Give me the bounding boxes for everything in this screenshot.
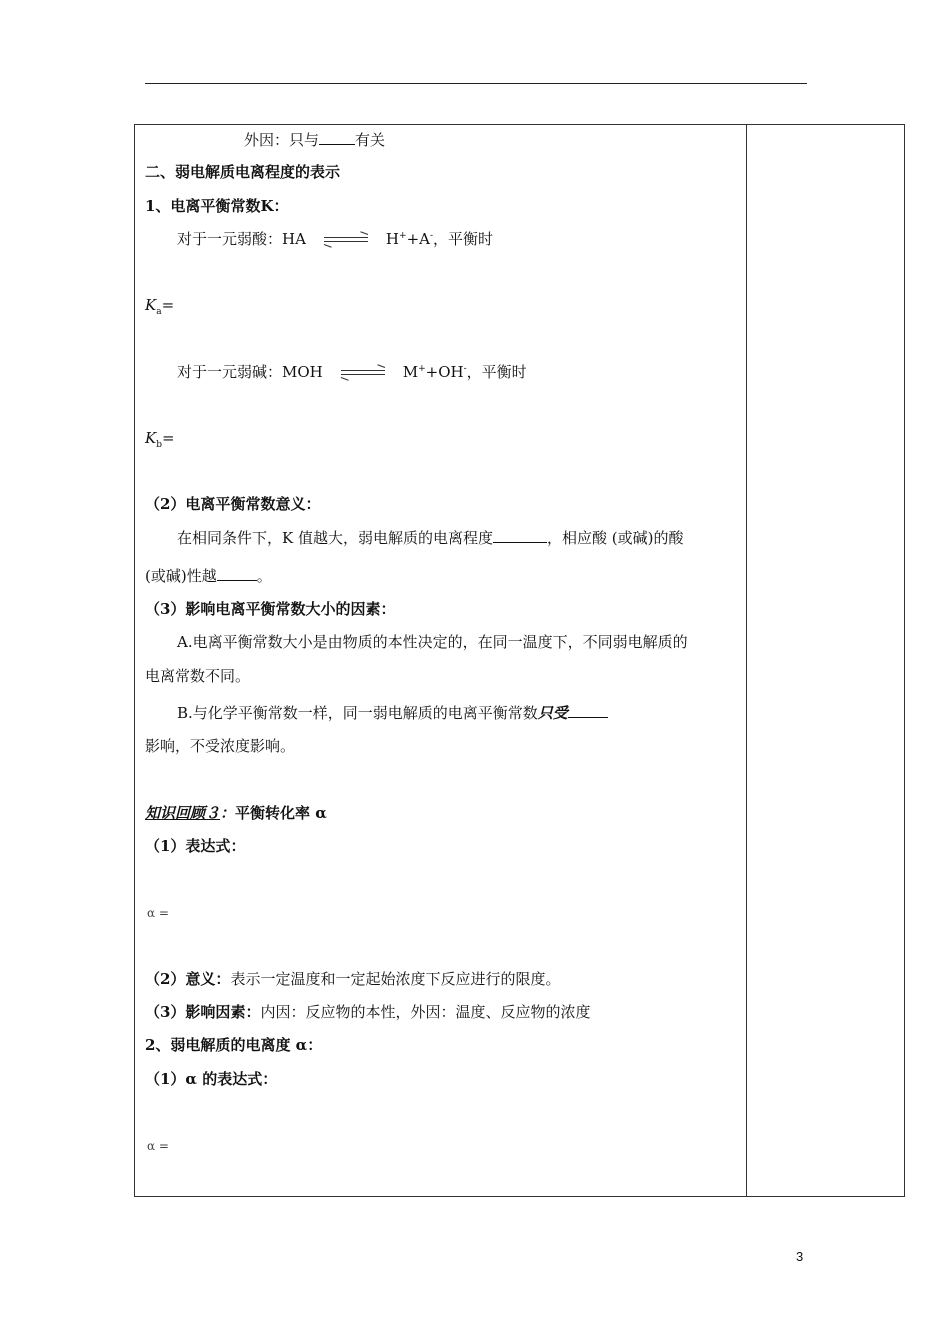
weak-base-equation: 对于一元弱碱：MOH M++OH-，平衡时 xyxy=(177,363,527,381)
blank-1 xyxy=(319,130,355,145)
weak-acid-equation: 对于一元弱酸：HA H++A-，平衡时 xyxy=(177,230,494,248)
factor-b-line1: B.与化学平衡常数一样，同一弱电解质的电离平衡常数只受 xyxy=(177,703,608,722)
alpha-expression-heading: （1）α 的表达式： xyxy=(145,1070,278,1088)
heading-ionization-constant: 1、电离平衡常数K： xyxy=(145,197,289,215)
influencing-factors-line: （3）影响因素：内因：反应物的本性，外因：温度、反应物的浓度 xyxy=(145,1003,591,1021)
ionization-degree-heading: 2、弱电解质的电离度 α： xyxy=(145,1036,323,1054)
constant-meaning-text-cont: (或碱)性越 。 xyxy=(145,567,272,585)
kb-expression: $K_b=$ xyxy=(145,429,175,450)
blank-2 xyxy=(493,528,547,543)
equilibrium-arrow-icon xyxy=(324,234,368,246)
factor-b-line2: 影响，不受浓度影响。 xyxy=(145,737,296,755)
equilibrium-arrow-icon xyxy=(341,367,385,379)
external-factor-line: 外因：只与 有关 xyxy=(244,131,386,149)
meaning-line: （2）意义：表示一定温度和一定起始浓度下反应进行的限度。 xyxy=(145,970,561,988)
ka-expression: $K_a=$ xyxy=(145,296,175,317)
expression-heading: （1）表达式： xyxy=(145,837,246,855)
section-heading-2: 二、弱电解质电离程度的表示 xyxy=(145,163,341,181)
knowledge-review-3: 知识回顾３：平衡转化率 α xyxy=(145,804,327,822)
constant-meaning-heading: （2）电离平衡常数意义： xyxy=(145,495,321,513)
alpha-expression-2: α = xyxy=(147,1139,169,1153)
factors-heading: （3）影响电离平衡常数大小的因素： xyxy=(145,600,396,618)
blank-4 xyxy=(568,703,608,718)
table-column-divider xyxy=(746,124,747,1197)
alpha-expression-1: α = xyxy=(147,906,169,920)
factor-a-line1: A.电离平衡常数大小是由物质的本性决定的，在同一温度下，不同弱电解质的 xyxy=(177,633,688,651)
blank-3 xyxy=(217,566,257,581)
page-number: 3 xyxy=(796,1249,804,1264)
constant-meaning-text: 在相同条件下，K 值越大，弱电解质的电离程度 ，相应酸 (或碱)的酸 xyxy=(177,529,684,547)
factor-a-line2: 电离常数不同。 xyxy=(145,667,251,685)
header-rule xyxy=(145,83,807,84)
